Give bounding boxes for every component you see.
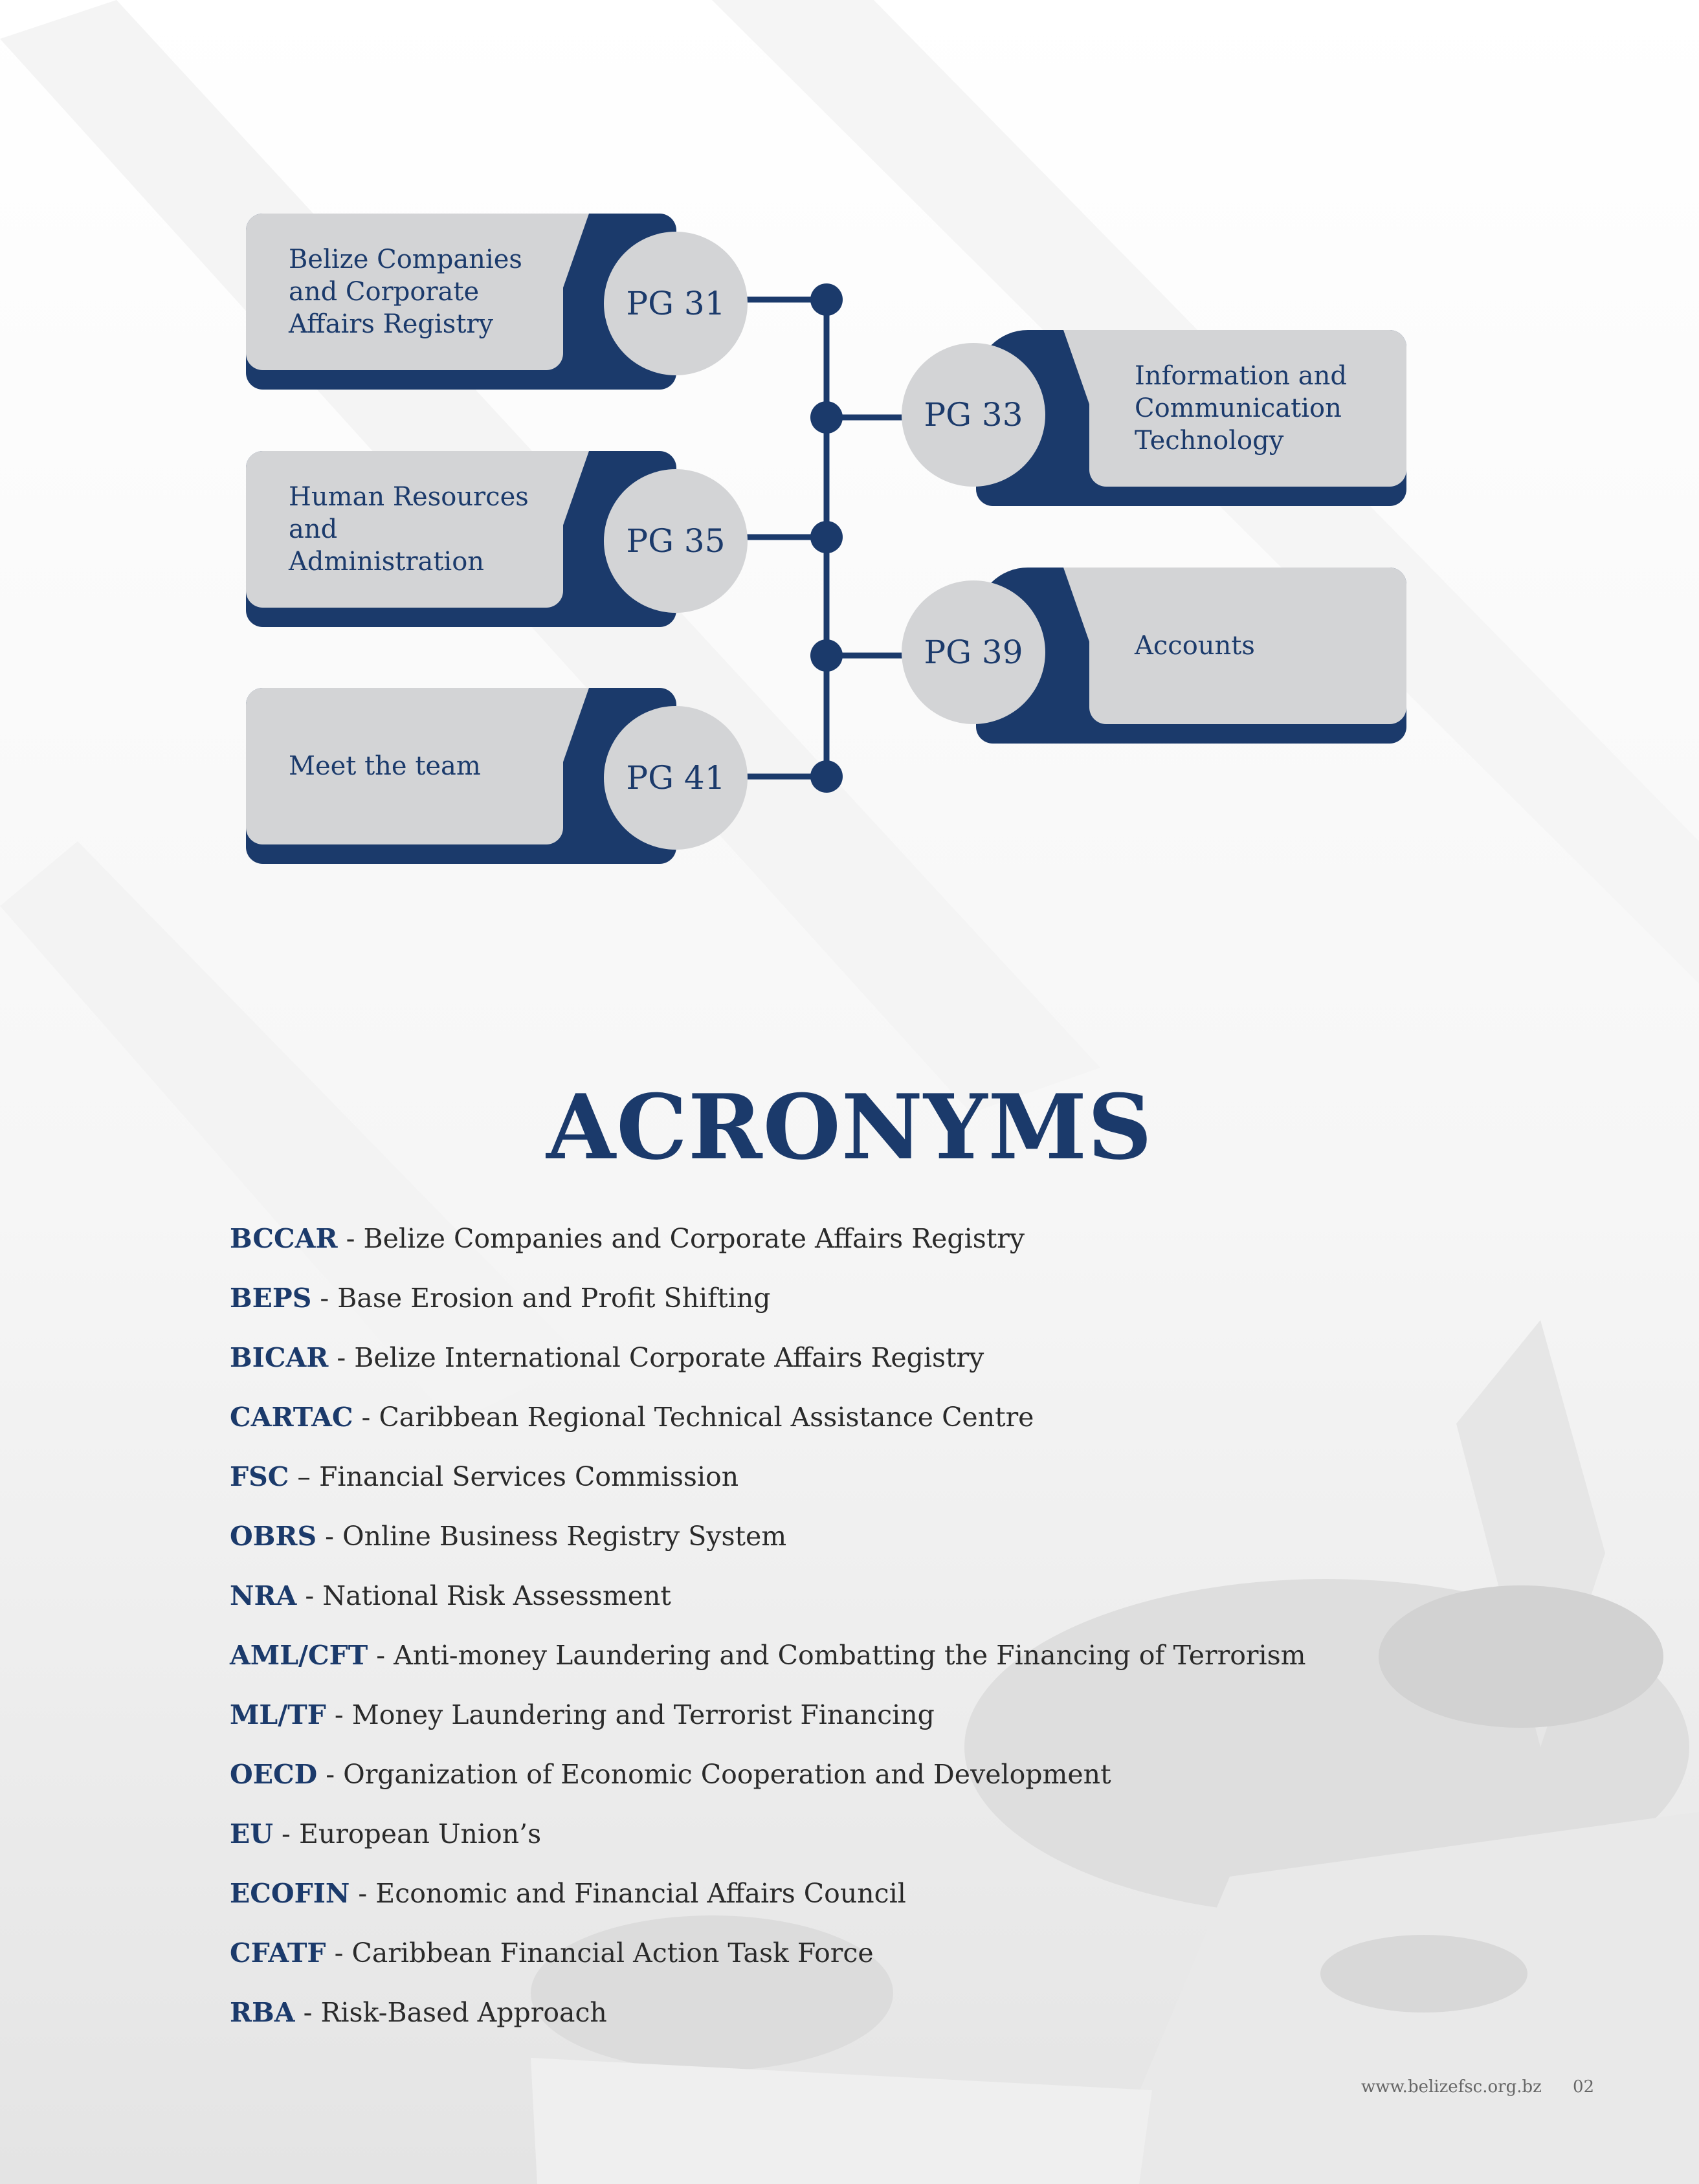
acronym-definition: Financial Services Commission	[318, 1461, 739, 1492]
acronym-item	[230, 1937, 1306, 1997]
connector-node	[810, 401, 843, 434]
toc-page-number: PG 39	[902, 580, 1045, 724]
acronym-definition: Base Erosion and Profit Shifting	[337, 1283, 771, 1314]
acronym-abbreviation: ML/TF	[230, 1699, 326, 1730]
toc-item-bccar[interactable]	[246, 214, 726, 390]
toc-item-label: Information and Communication Technology	[1135, 361, 1347, 456]
toc-item-label: Belize Companies and Corporate Affairs Registry	[289, 245, 522, 339]
toc-page-number: PG 41	[604, 706, 748, 850]
acronym-abbreviation: ECOFIN	[230, 1878, 350, 1909]
acronym-item	[230, 1402, 1306, 1461]
acronym-item	[230, 1223, 1306, 1283]
acronym-item	[230, 1878, 1306, 1937]
acronym-separator: -	[326, 1937, 352, 1969]
acronym-definition: Belize International Corporate Affairs Registry	[354, 1342, 984, 1373]
acronym-definition: Belize Companies and Corporate Affairs Registry	[363, 1223, 1025, 1254]
acronym-item	[230, 1580, 1306, 1640]
acronym-separator: -	[296, 1580, 323, 1611]
acronym-item	[230, 1342, 1306, 1402]
connector-node	[810, 521, 843, 553]
acronym-item	[230, 1461, 1306, 1521]
acronym-separator: -	[273, 1818, 299, 1849]
acronym-separator: -	[368, 1640, 394, 1671]
toc-page-number: PG 33	[902, 343, 1045, 487]
acronym-separator: -	[294, 1997, 321, 2028]
acronym-item	[230, 1640, 1306, 1699]
toc-item-human-resources[interactable]	[246, 451, 726, 627]
contents-diagram	[0, 0, 1699, 906]
acronym-abbreviation: EU	[230, 1818, 274, 1849]
acronym-separator: -	[316, 1521, 342, 1552]
acronym-abbreviation: OECD	[230, 1759, 318, 1790]
connector-node	[810, 283, 843, 316]
acronym-definition: Caribbean Financial Action Task Force	[351, 1937, 874, 1969]
toc-item-meet-the-team[interactable]	[246, 688, 726, 864]
acronym-abbreviation: BCCAR	[230, 1223, 338, 1254]
acronym-item	[230, 1283, 1306, 1342]
acronym-definition: Money Laundering and Terrorist Financing	[351, 1699, 935, 1730]
acronym-definition: National Risk Assessment	[322, 1580, 671, 1611]
acronym-definition: Organization of Economic Cooperation and Development	[343, 1759, 1111, 1790]
toc-item-label: Meet the team	[289, 751, 481, 781]
acronym-separator: -	[317, 1759, 344, 1790]
acronym-definition: Online Business Registry System	[342, 1521, 787, 1552]
footer-page-number: 02	[1573, 2077, 1595, 2097]
connector-node	[810, 760, 843, 793]
acronym-abbreviation: BEPS	[230, 1283, 312, 1314]
acronym-separator: -	[337, 1223, 364, 1254]
acronym-separator: -	[326, 1699, 352, 1730]
footer-website: www.belizefsc.org.bz	[1361, 2077, 1542, 2097]
acronym-item	[230, 1699, 1306, 1759]
acronym-separator: -	[328, 1342, 355, 1373]
acronym-abbreviation: CARTAC	[230, 1402, 353, 1433]
acronym-abbreviation: CFATF	[230, 1937, 326, 1969]
acronym-item	[230, 1759, 1306, 1818]
acronym-abbreviation: NRA	[230, 1580, 297, 1611]
acronym-definition: European Union’s	[298, 1818, 542, 1849]
toc-item-accounts[interactable]	[924, 568, 1406, 744]
acronyms-title: ACRONYMS	[546, 1074, 1153, 1180]
acronym-definition: Risk-Based Approach	[320, 1997, 607, 2028]
acronym-item	[230, 1521, 1306, 1580]
toc-item-ict[interactable]	[924, 330, 1406, 506]
acronym-separator: -	[353, 1402, 379, 1433]
toc-item-label: Human Resources and Administration	[289, 482, 529, 577]
acronym-abbreviation: AML/CFT	[230, 1640, 368, 1671]
acronym-separator: –	[289, 1461, 319, 1492]
acronym-item	[230, 1997, 1306, 2057]
acronym-item	[230, 1818, 1306, 1878]
toc-item-label: Accounts	[1135, 631, 1255, 661]
acronym-definition: Economic and Financial Affairs Council	[375, 1878, 906, 1909]
toc-page-number: PG 35	[604, 469, 748, 613]
acronym-abbreviation: RBA	[230, 1997, 295, 2028]
acronym-abbreviation: FSC	[230, 1461, 289, 1492]
toc-page-number: PG 31	[604, 232, 748, 375]
connector-node	[810, 639, 843, 672]
acronym-separator: -	[350, 1878, 376, 1909]
acronym-abbreviation: BICAR	[230, 1342, 329, 1373]
acronym-separator: -	[311, 1283, 338, 1314]
acronym-list	[230, 1223, 1306, 2057]
acronym-definition: Anti-money Laundering and Combatting the Financing of Terrorism	[394, 1640, 1306, 1671]
acronym-abbreviation: OBRS	[230, 1521, 317, 1552]
acronym-definition: Caribbean Regional Technical Assistance Centre	[379, 1402, 1034, 1433]
